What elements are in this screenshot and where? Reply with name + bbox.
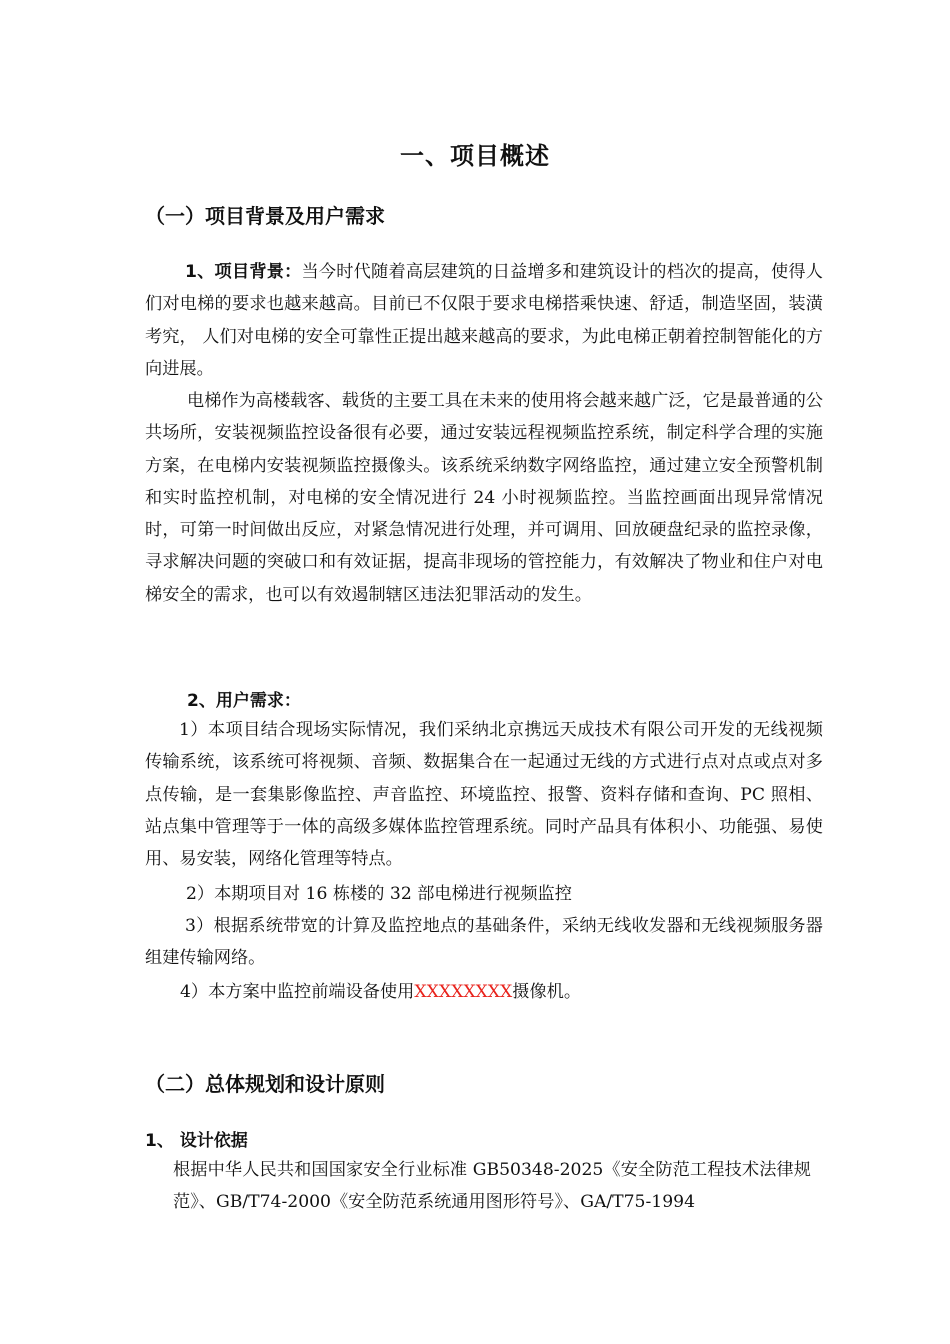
background-paragraph-2: 电梯作为高楼载客、载货的主要工具在未来的使用将会越来越广泛，它是最普通的公共场所，安装视频监控设备很有必要，通过安装远程视频监控系统，制定科学合理的实施方案，在电梯内安装视频监控摄像头。该系统采纳数字网络监控，通过建立安全预警机制和实时监控机制，对电梯的安全情况进行 24 小时视频监控。当监控画面出现异常情况时，可第一时间做出反应，对紧急情况进行处理，并可调用、回放硬盘纪录的监控录像，寻求解决问题的突破口和有效证据，提高非现场的管控能力，有效解决了物业和住户对电梯安全的需求，也可以有效遏制辖区违法犯罪活动的发生。 <box>145 391 823 605</box>
section-heading-planning: （二）总体规划和设计原则 <box>145 1072 385 1096</box>
design-basis-heading: 1、 设计依据 <box>145 1131 248 1151</box>
background-text-1: 当今时代随着高层建筑的日益增多和建筑设计的档次的提高，使得人们对电梯的要求也越来越高。目前已不仅限于要求电梯搭乘快速、舒适，制造坚固，装潢考究， 人们对电梯的安全可靠性正提出越来越高的要求，为此电梯正朝着控制智能化的方向进展。 <box>145 262 823 379</box>
background-paragraph-1 <box>145 256 823 385</box>
item-4-prefix: 4）本方案中监控前端设备使用 <box>180 982 415 1002</box>
user-needs-item-3: 3）根据系统带宽的计算及监控地点的基础条件，采纳无线收发器和无线视频服务器组建传输网络。 <box>145 916 823 969</box>
camera-model-placeholder: XXXXXXXX <box>414 982 513 1002</box>
user-needs-heading: 2、用户需求： <box>187 691 301 711</box>
section-heading-background: （一）项目背景及用户需求 <box>145 204 385 228</box>
item-4-suffix: 摄像机。 <box>512 982 582 1002</box>
user-needs-item-2: 2）本期项目对 16 栋楼的 32 部电梯进行视频监控 <box>186 884 572 904</box>
user-needs-item-4 <box>180 976 581 1008</box>
page-title: 一、项目概述 <box>400 142 550 170</box>
design-basis-text: 根据中华人民共和国国家安全行业标准 GB50348-2025《安全防范工程技术法律规范》、GB/T74-2000《安全防范系统通用图形符号》、GA/T75-1994 <box>173 1160 811 1213</box>
user-needs-item-1: 1）本项目结合现场实际情况，我们采纳北京携远天成技术有限公司开发的无线视频传输系统，该系统可将视频、音频、数据集合在一起通过无线的方式进行点对点或点对多点传输，是一套集影像监控、声音监控、环境监控、报警、资料存储和查询、PC 照相、站点集中管理等于一体的高级多媒体监控管理系统。同时产品具有体积小、功能强、易使用、易安装，网络化管理等特点。 <box>145 720 823 870</box>
background-lead: 1、项目背景： <box>185 262 302 282</box>
